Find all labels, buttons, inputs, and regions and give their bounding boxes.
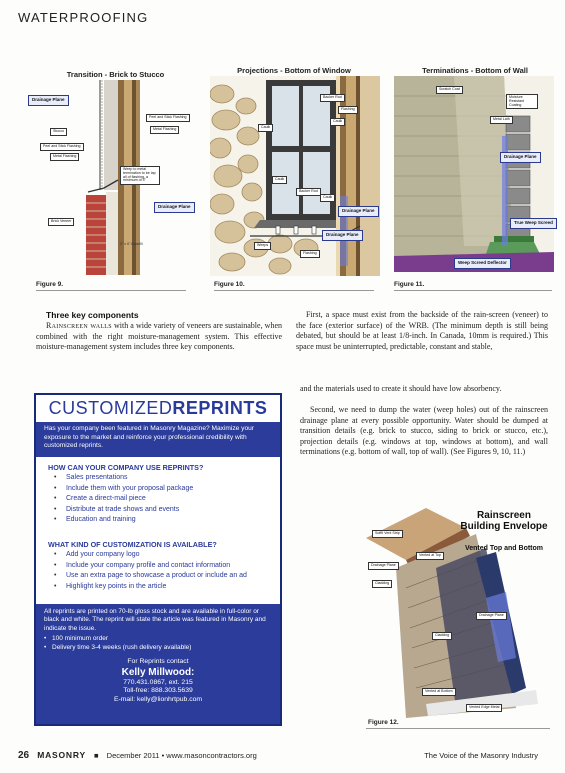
fig9-callout-peel-stick-right: Peel and Stick Flashing	[146, 114, 190, 122]
list-item: • Sales presentations	[66, 473, 193, 484]
fig12-callout-cladding-right: Cladding	[432, 632, 452, 640]
figure-10-caption-rule	[214, 290, 374, 291]
fig10-callout-caulk-left: Caulk	[258, 124, 273, 132]
fig10-callout-backer-rod-top: Backer Rod	[320, 94, 345, 102]
fig9-callout-metal-flashing-left: Metal Flashing	[50, 153, 79, 161]
fig10-callout-caulk-right: Caulk	[320, 194, 335, 202]
fig10-callout-drainage-plane-2: Drainage Plane	[322, 230, 363, 241]
ad-title-light: CUSTOMIZED	[48, 398, 173, 418]
ad-contact-tollfree: Toll-free: 888.303.5639	[123, 687, 193, 695]
figure-12-caption-rule	[366, 728, 550, 729]
fig11-callout-true-weep-screed: True Weep Screed	[510, 218, 557, 229]
ad-title	[36, 395, 280, 422]
fig10-callout-flashing: Flashing	[338, 106, 358, 114]
fig11-callout-weep-screed-deflector: Weep Screed Deflector	[454, 258, 511, 269]
article-left-paragraph-text: with a wide variety of veneers are sustainable, when combined with the right moisture-management system. This effective moisture-management system includes three key components.	[36, 321, 282, 352]
page-number: 26	[18, 750, 30, 761]
ad-contact-name: Kelly Millwood:	[121, 666, 195, 678]
footer-site[interactable]: www.masoncontractors.org	[166, 751, 257, 760]
figure-10-diagram	[210, 76, 380, 276]
article-right-paragraph-2: Second, we need to dump the water (weep holes) out of the rainscreen drainage plane at every possible opportunity. Water should be dumped at transition details (e.g. brick to stucco, siding to brick or stucco, etc.), projection details (e.g. windows at top, windows at bottom), and wall terminations (e.g. bottom of wall, top of wall). (See Figures 9, 10, 11.)	[300, 405, 548, 457]
list-item: • Highlight key points in the article	[66, 582, 247, 593]
ad-uses-list	[66, 473, 193, 526]
section-header: WATERPROOFING	[18, 10, 149, 25]
footer-issue: December 2011	[106, 751, 160, 760]
figure-12-diagram	[366, 508, 550, 718]
fig10-callout-weeps: Weeps	[254, 242, 271, 250]
fig10-callout-backer-rod-mid: Backer Rod	[296, 188, 321, 196]
page-footer	[18, 750, 548, 761]
fig9-callout-backfill: 2" x 6" Backfill	[120, 242, 143, 246]
figure-11-caption: Figure 11.	[394, 281, 425, 288]
list-item: • Delivery time 3-4 weeks (rush delivery available)	[52, 644, 280, 652]
fig12-callout-drainage-left: Drainage Plane	[368, 562, 399, 570]
footer-tagline: The Voice of the Masonry Industry	[424, 751, 538, 760]
figure-12-subtitle: Vented Top and Bottom	[464, 545, 544, 552]
ad-customization-list	[66, 550, 247, 592]
list-item: • Distribute at trade shows and events	[66, 505, 193, 516]
fig12-callout-cladding: Cladding	[372, 580, 392, 588]
list-item: • Add your company logo	[66, 550, 247, 561]
fig10-callout-flashing-bottom: Flashing	[300, 250, 320, 258]
figure-9-caption-rule	[36, 290, 186, 291]
figure-12-title: Rainscreen Building Envelope	[460, 510, 548, 532]
figure-12-caption: Figure 12.	[368, 719, 399, 726]
figure-11-diagram	[394, 76, 554, 272]
fig12-callout-vented-edge: Vented Edge Metal	[466, 704, 502, 712]
ad-contact-email[interactable]: E-mail: kelly@lionhrtpub.com	[113, 695, 203, 703]
fig9-callout-brick-veneer: Brick Veneer	[48, 218, 74, 226]
ad-contact-label: For Reprints contact	[127, 658, 189, 666]
fig11-callout-scratch-coat: Scratch Coat	[436, 86, 463, 94]
figure-9-diagram	[28, 80, 198, 275]
ad-contact-phone: 770.431.0867, ext. 215	[123, 678, 193, 686]
ad-bottom-panel	[36, 604, 280, 724]
fig9-callout-stucco: Stucco	[50, 128, 67, 136]
fig11-callout-metal-lath: Metal Lath	[490, 116, 513, 124]
fig11-callout-drainage-plane: Drainage Plane	[500, 152, 541, 163]
fig10-callout-caulk-mid: Caulk	[272, 176, 287, 184]
ad-question-customization: WHAT KIND OF CUSTOMIZATION IS AVAILABLE?	[48, 540, 217, 549]
article-right-paragraph-1-cont: and the materials used to create it should have low absorbency.	[300, 384, 502, 393]
fig12-callout-drainage-right: Drainage Plane	[476, 612, 507, 620]
list-item: • Use an extra page to showcase a product or include an ad	[66, 571, 247, 582]
figure-9-illustration	[28, 80, 198, 275]
footer-square-icon: ■	[94, 751, 99, 760]
list-item: • 100 minimum order	[52, 635, 280, 643]
ad-intro: Has your company been featured in Masonry Magazine? Maximize your exposure to the market and reinforce your professional credibility with customized reprints.	[36, 422, 280, 457]
article-heading: Three key components	[46, 310, 139, 320]
ad-bottom-list	[36, 635, 280, 652]
fig12-callout-soffit: Soffit Vent Strip	[372, 530, 403, 538]
figure-9-caption: Figure 9.	[36, 281, 64, 288]
article-lead-smallcaps: Rainscreen walls	[46, 321, 112, 330]
article-left-paragraph	[36, 321, 282, 353]
list-item: • Include them with your proposal package	[66, 484, 193, 495]
figure-10-caption: Figure 10.	[214, 281, 245, 288]
figure-11-caption-rule	[394, 290, 552, 291]
fig9-callout-drainage-plane-bottom: Drainage Plane	[154, 202, 195, 213]
figure-10-title: Projections - Bottom of Window	[237, 66, 351, 75]
fig11-callout-moisture-coating: Moisture Resistant Coating	[506, 94, 538, 109]
fig10-callout-caulk-top: Caulk	[330, 118, 345, 126]
fig12-callout-vented-top: Vented at Top	[416, 552, 444, 560]
fig12-callout-vented-bottom: Vented at Bottom	[422, 688, 456, 696]
figure-12-illustration	[366, 508, 550, 718]
list-item: • Include your company profile and contact information	[66, 561, 247, 572]
footer-magazine: MASONRY	[37, 750, 86, 760]
reprints-ad	[34, 393, 282, 726]
fig9-callout-drainage-plane-top: Drainage Plane	[28, 95, 69, 106]
footer-bullet-icon: •	[161, 751, 167, 760]
ad-question-uses: HOW CAN YOUR COMPANY USE REPRINTS?	[48, 463, 204, 472]
list-item: • Education and training	[66, 515, 193, 526]
fig9-callout-metal-flashing-right: Metal Flashing	[150, 126, 179, 134]
ad-contact	[36, 658, 280, 704]
list-item: • Create a direct-mail piece	[66, 494, 193, 505]
ad-title-bold: REPRINTS	[172, 398, 268, 418]
article-right-paragraph-1: First, a space must exist from the backside of the rain-screen (veneer) to the face (exterior surface) of the WRB. (The minimum depth is still being debated, but should be at least 1/8-inch. In Canada, 10mm is required.) This space must be uninterrupted, predictable, constant and stable,	[296, 310, 548, 351]
fig9-callout-peel-stick-left: Peel and Stick Flashing	[40, 143, 84, 151]
figure-9-title: Transition - Brick to Stucco	[66, 70, 165, 79]
fig10-callout-drainage-plane-1: Drainage Plane	[338, 206, 379, 217]
figure-11-title: Terminations - Bottom of Wall	[422, 66, 528, 75]
ad-bottom-text: All reprints are printed on 70-lb gloss stock and are available in full-color or black and white. The reprint will state the article was featured in Masonry and indicate the issue.	[44, 608, 266, 632]
fig9-callout-weep-note: Weep to metal termination to be lap all of flashing, a minimum of 4"	[120, 166, 160, 185]
